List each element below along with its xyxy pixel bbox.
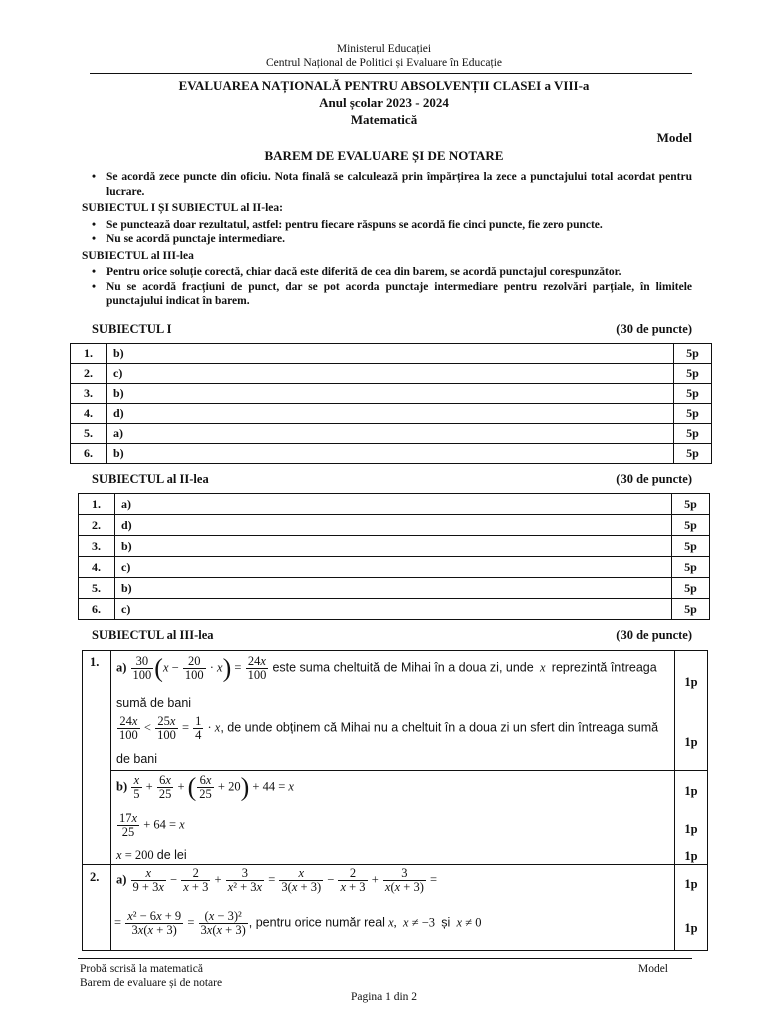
problem-1a-inequality: $\frac{24x}{100}$ < $\frac{25x}{100}$ = $\frac{1}{4}$ · x, de unde obținem că Mihai nu a cheltuit în a doua zi un sfert din întreaga sumă [119,714,659,742]
footer-divider [78,958,692,959]
row-divider-1b [110,770,708,771]
header-divider [90,73,692,74]
page-number: Pagina 1 din 2 [350,991,418,1003]
problem-1a-text2: sumă de bani [116,696,192,710]
section-3-points: (30 de puncte) [616,628,692,642]
problem-1b-step2: $\frac{17x}{25}$ + 64 = x [119,811,185,839]
table-row: 6. b) 5p [71,444,712,464]
problem-1a-formula: a) $\frac{30}{100}$ (x − $\frac{20}{100}$ · x) = $\frac{24x}{100}$ este suma cheltuită de Mihai în a doua zi, unde x reprezintă întreaga [116,653,657,683]
rule-s12-1: • Se punctează doar rezultatul, astfel: pentru fiecare răspuns se acordă fie cinci puncte, fie zero puncte. [92,218,603,231]
points-2a-2: 1p [684,921,698,935]
section-2-table [78,493,710,620]
col-divider-num [110,650,111,951]
rule-s3-1: • Pentru orice soluție corectă, chiar dacă este diferită de cea din barem, se acordă punctajul corespunzător. [92,266,622,278]
section-2-points: (30 de puncte) [616,472,692,486]
points-1b-3: 1p [684,849,698,863]
table-row: 1. a) 5p [79,494,710,515]
problem-2-number: 2. [90,870,100,884]
footer-exam-type: Probă scrisă la matematică [80,963,203,975]
row-divider-2 [82,864,708,865]
barem-title: BAREM DE EVALUARE ȘI DE NOTARE [264,148,504,163]
school-year: Anul școlar 2023 - 2024 [319,95,449,110]
section-2-title: SUBIECTUL al II-lea [92,472,209,486]
table-row: 5. b) 5p [79,578,710,599]
table-row: 5. a) 5p [71,424,712,444]
table-row: 2. c) 5p [71,364,712,384]
problem-2a-expression: a) $\frac{x}{9 + 3x}$ − $\frac{2}{x + 3}$ + $\frac{3}{\text{x² + 3x}}$ = $\frac{x}{3(x + 3)}$ − $\frac{2}{x + 3}$ + $\frac{3}{x(x + 3)}$ = [116,866,438,894]
footer-document-type: Barem de evaluare și de notare [80,977,223,989]
problem-2a-result: = $\frac{\text{x² − 6x + 9}}{3x(x + 3)}$ = $\frac{\text{(x − 3)²}}{3x(x + 3)}$ , pentru orice număr real x, x ≠ −3 și x ≠ 0 [114,909,482,937]
section-3-title: SUBIECTUL al III-lea [92,628,214,642]
rule-general: • Se acordă zece puncte din oficiu. Nota finală se calculează prin împărțirea la zece a punctajului total acordat pentru lucrare. [92,171,692,198]
table-row: 1. b) 5p [71,344,712,364]
rules-s12-heading: SUBIECTUL I ȘI SUBIECTUL al II-lea: [82,202,283,214]
subject-name: Matematică [350,112,418,127]
section-1-title: SUBIECTUL I [92,322,172,336]
footer-model: Model [637,963,668,975]
points-1a-1: 1p [684,675,698,689]
table-row: 3. b) 5p [71,384,712,404]
problem-1b-result: x = 200 de lei [116,848,187,862]
problem-1a-text4: de bani [116,752,158,766]
rule-s3-2: • Nu se acordă fracțiuni de punct, dar se pot acorda punctaje intermediare pentru rezolvări parțiale, în limitele punctajului indicat în barem. [92,280,692,307]
center-name: Centrul Național de Politici și Evaluare în Educație [265,57,502,69]
table-row: 4. c) 5p [79,557,710,578]
points-1a-2: 1p [684,735,698,749]
model-label: Model [656,130,692,145]
section-2-header [92,472,692,487]
table-row: 6. c) 5p [79,599,710,620]
ministry-name: Ministerul Educației [336,43,432,55]
problem-1-number: 1. [90,655,100,669]
table-row: 4. d) 5p [71,404,712,424]
points-2a-1: 1p [684,877,698,891]
rules-s3-heading: SUBIECTUL al III-lea [82,249,194,262]
col-divider-pts [674,650,675,951]
grading-rules [82,170,692,309]
rule-s12-2: • Nu se acordă punctaje intermediare. [92,233,285,245]
exam-title: EVALUAREA NAȚIONALĂ PENTRU ABSOLVENȚII CLASEI a VIII-a [178,78,590,93]
problem-1b-equation: b) $\frac{x}{5}$ + $\frac{6x}{25}$ + ( $\frac{6x}{25}$ + 20) + 44 = x [116,772,294,802]
points-1b-1: 1p [684,784,698,798]
section-1-points: (30 de puncte) [616,322,692,336]
section-1-header [92,322,692,337]
section-3-header [92,628,692,643]
points-1b-2: 1p [684,822,698,836]
section-1-table [70,343,712,464]
table-row: 2. d) 5p [79,515,710,536]
table-row: 3. b) 5p [79,536,710,557]
